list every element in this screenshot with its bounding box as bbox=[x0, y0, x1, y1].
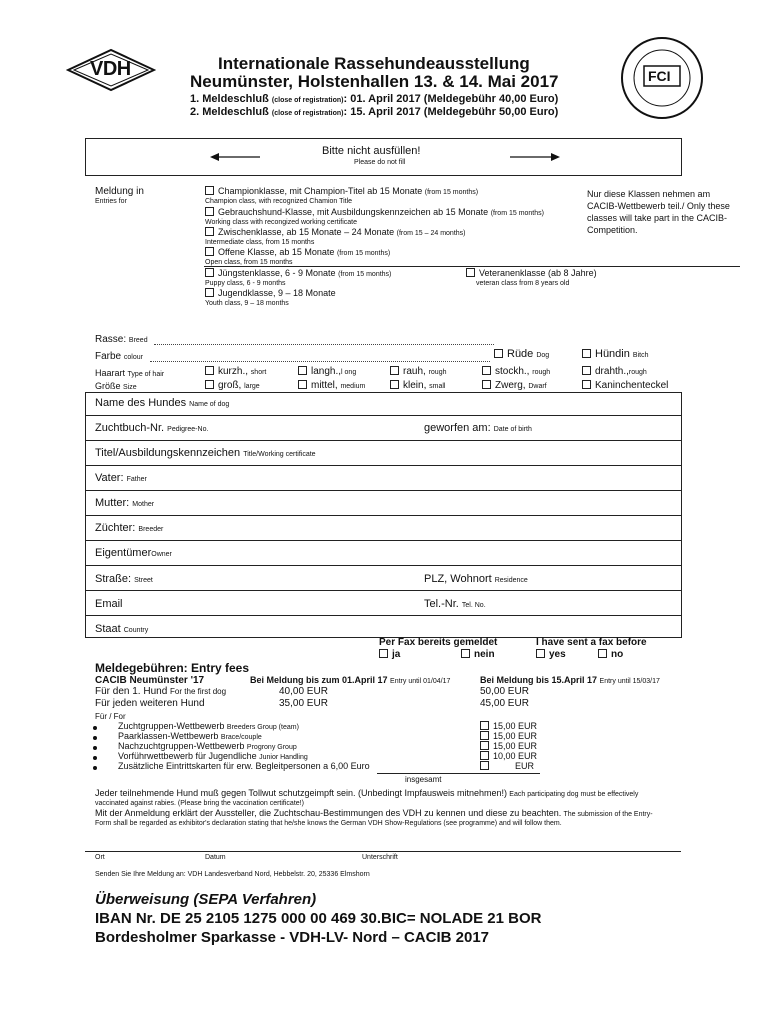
tel-en: Tel. No. bbox=[461, 602, 486, 609]
hair-option-checkbox[interactable] bbox=[390, 366, 399, 375]
declaration-en-2: Form shall be regarded as exhibitor's declaration stating that he/she knows the German VDH Show-Regulations (see programme) and will follow them. bbox=[95, 820, 562, 827]
sex-male-en: Dog bbox=[536, 352, 550, 359]
fees-for-label: Für / For bbox=[95, 712, 126, 721]
entry-divider bbox=[204, 266, 740, 267]
class-puppy-note: (from 15 months) bbox=[338, 271, 392, 278]
residence-en: Residence bbox=[494, 577, 528, 584]
vdh-logo-text: VDH bbox=[90, 58, 131, 80]
colour-label-en: colour bbox=[123, 354, 143, 361]
tel-label: Tel.-Nr. bbox=[424, 598, 459, 610]
class-intermediate-en: Intermediate class, from 15 months bbox=[205, 239, 315, 246]
sex-male[interactable] bbox=[494, 348, 549, 360]
class-open[interactable] bbox=[205, 247, 390, 257]
country-en: Country bbox=[123, 627, 149, 634]
class-working-note: (from 15 months) bbox=[490, 210, 544, 217]
total-line bbox=[377, 773, 540, 774]
declaration bbox=[95, 808, 653, 818]
size-option[interactable] bbox=[582, 380, 668, 391]
class-open-checkbox[interactable] bbox=[205, 247, 214, 256]
size-option[interactable] bbox=[298, 380, 365, 391]
fee-item-breeders-price[interactable] bbox=[480, 721, 537, 731]
rabies-notice-de: Jeder teilnehmende Hund muß gegen Tollwut schutzgeimpft sein. (Unbedingt Impfausweis mitnehmen!) bbox=[95, 788, 508, 798]
tel-field[interactable] bbox=[424, 598, 486, 610]
fax-en-no-label: no bbox=[611, 649, 624, 660]
fees-col2-head-text: Bei Meldung bis 15.April 17 bbox=[480, 675, 598, 685]
row-divider bbox=[85, 440, 681, 441]
fee-item-progeny-price[interactable] bbox=[480, 741, 537, 751]
bullet bbox=[93, 766, 97, 770]
row-divider bbox=[85, 565, 681, 566]
class-open-note: (from 15 months) bbox=[336, 250, 391, 257]
fax-en-no[interactable] bbox=[598, 649, 623, 660]
fee-item-junior-label: Vorführwettbewerb für Jugendliche bbox=[118, 751, 257, 761]
sign-place: Ort bbox=[95, 854, 105, 861]
street-field[interactable] bbox=[95, 573, 153, 585]
row-divider bbox=[85, 415, 681, 416]
fci-logo bbox=[620, 36, 704, 120]
size-option-checkbox[interactable] bbox=[298, 380, 307, 389]
sire-field[interactable] bbox=[95, 472, 147, 484]
class-open-label: Offene Klasse, ab 15 Monate bbox=[218, 247, 335, 257]
size-option-label: Kaninchenteckel bbox=[595, 380, 669, 391]
fee-item-progeny-label: Nachzuchtgruppen-Wettbewerb bbox=[118, 741, 245, 751]
size-option[interactable] bbox=[205, 380, 260, 391]
hair-option-en: short bbox=[250, 369, 267, 376]
hair-option-label: kurzh., bbox=[218, 366, 249, 377]
residence-field[interactable] bbox=[424, 573, 528, 585]
row-divider bbox=[85, 490, 681, 491]
hair-option-checkbox[interactable] bbox=[582, 366, 591, 375]
fee-item-brace-price-text: 15,00 EUR bbox=[493, 731, 538, 741]
hair-option[interactable] bbox=[390, 366, 446, 377]
birth-date-en: Date of birth bbox=[493, 426, 532, 433]
row-divider bbox=[85, 615, 681, 616]
fax-label-de: Per Fax bereits gemeldet bbox=[379, 637, 498, 648]
rabies-notice bbox=[95, 788, 638, 798]
size-option-checkbox[interactable] bbox=[482, 380, 491, 389]
class-youth-label: Jugendklasse, 9 – 18 Monate bbox=[218, 288, 336, 298]
fee-first-price-1: 40,00 EUR bbox=[279, 686, 328, 697]
class-champion-note: (from 15 months) bbox=[424, 189, 479, 196]
page-title: Internationale Rassehundeausstellung bbox=[218, 54, 530, 73]
class-puppy-checkbox[interactable] bbox=[205, 268, 214, 277]
fees-title: Meldegebühren: Entry fees bbox=[95, 661, 250, 675]
size-option-checkbox[interactable] bbox=[390, 380, 399, 389]
fee-item-brace-label: Paarklassen-Wettbewerb bbox=[118, 731, 219, 741]
size-option-label: groß, bbox=[218, 380, 242, 391]
size-option-label: mittel, bbox=[311, 380, 338, 391]
fee-item-breeders-label: Zuchtgruppen-Wettbewerb bbox=[118, 721, 225, 731]
residence-label: PLZ, Wohnort bbox=[424, 573, 492, 585]
fees-col1-head-text: Bei Meldung bis zum 01.April 17 bbox=[250, 675, 388, 685]
street-en: Street bbox=[134, 577, 153, 584]
fee-item-breeders-checkbox[interactable] bbox=[480, 721, 489, 730]
birth-date-field[interactable] bbox=[424, 422, 532, 434]
email-label: Email bbox=[95, 598, 123, 610]
declaration-en: The submission of the Entry- bbox=[563, 811, 653, 818]
arrow-right-icon bbox=[510, 150, 560, 168]
dog-name-label: Name des Hundes bbox=[95, 397, 187, 409]
colour-label-de: Farbe bbox=[95, 351, 122, 362]
fee-item-junior-price[interactable] bbox=[480, 751, 537, 761]
fax-de-no-label: nein bbox=[474, 649, 495, 660]
fax-en-yes-label: yes bbox=[549, 649, 566, 660]
class-working-en: Working class with recongized working certificate bbox=[205, 219, 357, 226]
fees-cacib: CACIB Neumünster '17 bbox=[95, 675, 205, 686]
arrow-left-icon bbox=[210, 150, 260, 168]
hair-option[interactable] bbox=[205, 366, 266, 377]
fee-item-progeny-price-text: 15,00 EUR bbox=[493, 741, 538, 751]
hair-option-en: rough bbox=[428, 369, 447, 376]
page-subtitle: Neumünster, Holstenhallen 13. & 14. Mai 2017 bbox=[190, 72, 559, 91]
size-option-en: small bbox=[429, 383, 446, 390]
size-label bbox=[95, 381, 137, 391]
class-youth[interactable] bbox=[205, 288, 336, 298]
class-puppy[interactable] bbox=[205, 268, 391, 278]
hair-label-de: Haarart bbox=[95, 368, 126, 378]
size-option-label: klein, bbox=[403, 380, 427, 391]
payment-heading: Überweisung (SEPA Verfahren) bbox=[95, 891, 317, 908]
sex-female[interactable] bbox=[582, 348, 648, 360]
rabies-notice-en: Each participating dog must be effectively bbox=[509, 791, 639, 798]
breed-label bbox=[95, 334, 148, 345]
fees-col1-note: Entry until 01/04/17 bbox=[390, 678, 451, 685]
class-open-en: Open class, from 15 months bbox=[205, 259, 293, 266]
fees-total: insgesamt bbox=[405, 775, 442, 784]
class-intermediate[interactable] bbox=[205, 227, 466, 237]
fee-first-dog bbox=[95, 686, 226, 697]
fee-item-junior-price-text: 10,00 EUR bbox=[493, 751, 538, 761]
row-divider bbox=[85, 465, 681, 466]
vdh-logo bbox=[66, 48, 156, 92]
fee-item-brace-checkbox[interactable] bbox=[480, 731, 489, 740]
fax-de-no[interactable] bbox=[461, 649, 495, 660]
hair-option-en: rough bbox=[628, 369, 647, 376]
hair-option-en: rough bbox=[532, 369, 551, 376]
close-date-1-label: 1. Meldeschluß bbox=[190, 93, 269, 105]
hair-option-label: langh., bbox=[311, 366, 342, 377]
fees-col2-note: Entry until 15/03/17 bbox=[599, 678, 660, 685]
class-puppy-en: Puppy class, 6 - 9 months bbox=[205, 280, 286, 287]
class-champion-label: Championklasse, mit Champion-Titel ab 15 Monate bbox=[218, 186, 423, 196]
pedigree-label: Zuchtbuch-Nr. bbox=[95, 422, 165, 434]
fax-de-yes[interactable] bbox=[379, 649, 400, 660]
close-date-1 bbox=[190, 93, 558, 105]
bullet bbox=[93, 726, 97, 730]
class-intermediate-label: Zwischenklasse, ab 15 Monate – 24 Monate bbox=[218, 227, 395, 237]
bullet bbox=[93, 736, 97, 740]
fee-item-tickets-checkbox[interactable] bbox=[480, 761, 489, 770]
entry-label: Meldung in bbox=[95, 186, 144, 197]
class-working-checkbox[interactable] bbox=[205, 207, 214, 216]
title-label: Titel/Ausbildungskennzeichen bbox=[95, 447, 241, 459]
dam-label: Mutter: bbox=[95, 497, 130, 509]
fax-en-yes[interactable] bbox=[536, 649, 566, 660]
fee-item-breeders bbox=[118, 721, 299, 731]
owner-en: Owner bbox=[151, 551, 172, 558]
hair-option-checkbox[interactable] bbox=[298, 366, 307, 375]
breeder-label: Züchter: bbox=[95, 522, 136, 534]
breeder-field[interactable] bbox=[95, 522, 163, 534]
close-date-2-label: 2. Meldeschluß bbox=[190, 106, 269, 118]
fee-item-junior-en: Junior Handling bbox=[259, 754, 308, 761]
fee-first-dog-label: Für den 1. Hund bbox=[95, 686, 168, 697]
fee-next-price-1: 35,00 EUR bbox=[279, 698, 328, 709]
dam-en: Mother bbox=[132, 501, 155, 508]
hair-label bbox=[95, 368, 164, 378]
fee-item-tickets bbox=[118, 761, 370, 771]
email-field[interactable] bbox=[95, 598, 123, 610]
pedigree-field[interactable] bbox=[95, 422, 208, 434]
breed-label-de: Rasse: bbox=[95, 334, 127, 345]
fee-item-brace-price[interactable] bbox=[480, 731, 537, 741]
size-option-en: medium bbox=[340, 383, 366, 390]
fax-de-no-checkbox[interactable] bbox=[461, 649, 470, 658]
fee-item-breeders-en: Breeders Group (team) bbox=[226, 724, 299, 731]
fees-col1-head bbox=[250, 675, 450, 685]
fee-item-junior bbox=[118, 751, 308, 761]
street-label: Straße: bbox=[95, 573, 132, 585]
title-en: Title/Working certificate bbox=[243, 451, 316, 458]
size-option-en: Dwarf bbox=[528, 383, 547, 390]
close-date-1-value: : 01. April 2017 (Meldegebühr 40,00 Euro) bbox=[343, 93, 559, 105]
size-option-label: Zwerg, bbox=[495, 380, 526, 391]
size-option-checkbox[interactable] bbox=[205, 380, 214, 389]
close-date-2-en: (close of registration) bbox=[271, 110, 344, 117]
class-puppy-label: Jüngstenklasse, 6 - 9 Monate bbox=[218, 268, 336, 278]
fee-item-brace bbox=[118, 731, 262, 741]
fee-first-dog-en: For the first dog bbox=[170, 687, 227, 696]
hair-option-label: drahth., bbox=[595, 366, 629, 377]
breeder-en: Breeder bbox=[138, 526, 164, 533]
class-intermediate-note: (from 15 – 24 months) bbox=[396, 230, 466, 237]
country-field[interactable] bbox=[95, 623, 148, 635]
fax-en-no-checkbox[interactable] bbox=[598, 649, 607, 658]
class-veteran[interactable] bbox=[466, 268, 597, 278]
hair-label-en: Type of hair bbox=[127, 371, 165, 378]
breed-label-en: Breed bbox=[128, 337, 148, 344]
sex-female-en: Bitch bbox=[632, 352, 649, 359]
pedigree-en: Pedigree-No. bbox=[167, 426, 209, 433]
owner-field[interactable] bbox=[95, 547, 172, 559]
sign-date: Datum bbox=[205, 854, 226, 861]
fee-next-dog: Für jeden weiteren Hund bbox=[95, 698, 205, 709]
hair-option[interactable] bbox=[298, 366, 356, 377]
size-option-en: large bbox=[244, 383, 260, 390]
office-use-box bbox=[85, 138, 682, 176]
birth-date-label: geworfen am: bbox=[424, 422, 491, 434]
dam-field[interactable] bbox=[95, 497, 154, 509]
hair-option-label: rauh, bbox=[403, 366, 426, 377]
sire-label: Vater: bbox=[95, 472, 124, 484]
send-to: Senden Sie Ihre Meldung an: VDH Landesverband Nord, Hebbelstr. 20, 25336 Elmshorn bbox=[95, 871, 370, 878]
office-use-subtitle: Please do not fill bbox=[354, 159, 406, 166]
fee-item-progeny-checkbox[interactable] bbox=[480, 741, 489, 750]
class-champion-en: Champion class, with recognized Chamion Title bbox=[205, 198, 353, 205]
sign-signature: Unterschrift bbox=[362, 854, 398, 861]
fax-label-en: I have sent a fax before bbox=[536, 637, 647, 648]
class-veteran-checkbox[interactable] bbox=[466, 268, 475, 277]
fee-item-tickets-price[interactable] bbox=[480, 761, 534, 771]
sex-female-label: Hündin bbox=[595, 348, 630, 360]
breed-field[interactable] bbox=[154, 344, 494, 345]
class-working[interactable] bbox=[205, 207, 544, 217]
row-divider bbox=[85, 590, 681, 591]
title-field[interactable] bbox=[95, 447, 316, 459]
close-date-1-en: (close of registration) bbox=[271, 97, 344, 104]
fee-next-price-2: 45,00 EUR bbox=[480, 698, 529, 709]
owner-label: Eigentümer bbox=[95, 547, 152, 559]
sex-male-label: Rüde bbox=[507, 348, 534, 360]
class-working-label: Gebrauchshund-Klasse, mit Ausbildungskennzeichen ab 15 Monate bbox=[218, 207, 489, 217]
hair-option[interactable] bbox=[482, 366, 550, 377]
colour-label bbox=[95, 351, 143, 362]
bullet bbox=[93, 746, 97, 750]
country-label: Staat bbox=[95, 623, 121, 635]
hair-option-en: l ong bbox=[341, 369, 357, 376]
signature-line[interactable] bbox=[85, 851, 681, 852]
row-divider bbox=[85, 515, 681, 516]
fees-col2-head bbox=[480, 675, 660, 685]
payment-iban: IBAN Nr. DE 25 2105 1275 000 00 469 30.BIC= NOLADE 21 BOR bbox=[95, 910, 542, 927]
class-intermediate-checkbox[interactable] bbox=[205, 227, 214, 236]
sex-male-checkbox[interactable] bbox=[494, 349, 503, 358]
class-veteran-en: veteran class from 8 years old bbox=[476, 280, 570, 287]
size-option[interactable] bbox=[482, 380, 547, 391]
size-option-checkbox[interactable] bbox=[582, 380, 591, 389]
fax-de-yes-label: ja bbox=[392, 649, 401, 660]
office-use-title: Bitte nicht ausfüllen! bbox=[322, 145, 421, 157]
hair-option[interactable] bbox=[582, 366, 647, 377]
fax-en-yes-checkbox[interactable] bbox=[536, 649, 545, 658]
hair-option-checkbox[interactable] bbox=[482, 366, 491, 375]
fax-de-yes-checkbox[interactable] bbox=[379, 649, 388, 658]
bullet bbox=[93, 756, 97, 760]
fee-first-price-2: 50,00 EUR bbox=[480, 686, 529, 697]
class-champion[interactable] bbox=[205, 186, 478, 196]
dog-name-en: Name of dog bbox=[189, 401, 230, 408]
close-date-2-value: : 15. April 2017 (Meldegebühr 50,00 Euro) bbox=[343, 106, 559, 118]
fee-item-tickets-label: Zusätzliche Eintrittskarten für erw. Begleitpersonen a 6,00 Euro bbox=[118, 761, 370, 771]
size-label-en: Size bbox=[123, 384, 137, 391]
fee-item-progeny-en: Progrony Group bbox=[246, 744, 297, 751]
row-divider bbox=[85, 540, 681, 541]
hair-option-checkbox[interactable] bbox=[205, 366, 214, 375]
class-youth-en: Youth class, 9 – 18 months bbox=[205, 300, 289, 307]
close-date-2 bbox=[190, 106, 558, 118]
class-veteran-label: Veteranenklasse (ab 8 Jahre) bbox=[479, 268, 597, 278]
sex-female-checkbox[interactable] bbox=[582, 349, 591, 358]
fee-item-progeny bbox=[118, 741, 297, 751]
dog-name-field[interactable] bbox=[95, 397, 229, 409]
fee-item-brace-en: Brace/couple bbox=[220, 734, 262, 741]
size-label-de: Größe bbox=[95, 381, 121, 391]
fee-item-junior-checkbox[interactable] bbox=[480, 751, 489, 760]
hair-option-label: stockh., bbox=[495, 366, 530, 377]
payment-bank: Bordesholmer Sparkasse - VDH-LV- Nord – CACIB 2017 bbox=[95, 929, 490, 946]
declaration-de: Mit der Anmeldung erklärt der Aussteller, die Zuchtschau-Bestimmungen des VDH zu kennen und diese zu beachten. bbox=[95, 808, 562, 818]
rabies-notice-en-2: vaccinated against rabies. (Please bring the vaccination certificate!) bbox=[95, 800, 304, 807]
fee-item-tickets-price-text: EUR bbox=[515, 761, 535, 771]
class-champion-checkbox[interactable] bbox=[205, 186, 214, 195]
entry-label-en: Entries for bbox=[95, 198, 127, 205]
size-option[interactable] bbox=[390, 380, 445, 391]
cacib-note: Nur diese Klassen nehmen am CACIB-Wettbewerb teil./ Only these classes will take part in the CACIB-Competition. bbox=[587, 189, 730, 235]
sire-en: Father bbox=[126, 476, 147, 483]
fci-logo-text: FCI bbox=[648, 68, 671, 84]
class-youth-checkbox[interactable] bbox=[205, 288, 214, 297]
colour-field[interactable] bbox=[150, 361, 490, 362]
fee-item-breeders-price-text: 15,00 EUR bbox=[493, 721, 538, 731]
